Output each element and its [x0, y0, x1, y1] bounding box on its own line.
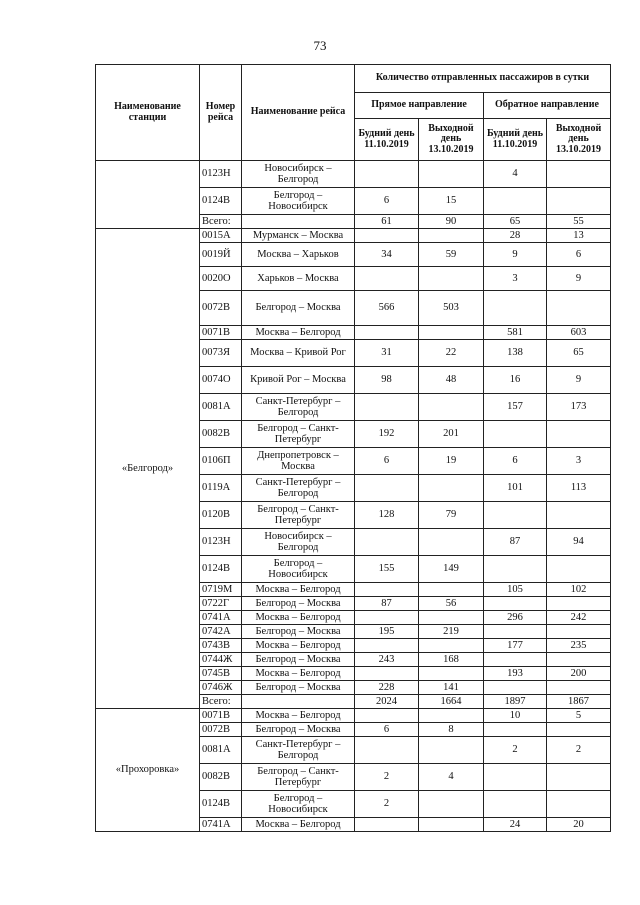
direct-weekend-count [419, 475, 484, 502]
reverse-weekend-count [547, 791, 611, 818]
reverse-weekday-count: 3 [484, 267, 547, 291]
flight-name: Белгород – Москва [242, 625, 355, 639]
reverse-weekday-count: 28 [484, 229, 547, 243]
reverse-weekday-count: 1897 [484, 695, 547, 709]
flight-number: 0071В [200, 326, 242, 340]
direct-weekday-count [355, 267, 419, 291]
reverse-weekend-count: 9 [547, 367, 611, 394]
reverse-weekday-count: 105 [484, 583, 547, 597]
direct-weekend-count: 168 [419, 653, 484, 667]
direct-weekend-count: 4 [419, 764, 484, 791]
flight-name: Новосибирск – Белгород [242, 529, 355, 556]
flight-number: 0123Н [200, 529, 242, 556]
direct-weekend-count [419, 161, 484, 188]
direct-weekend-count: 8 [419, 723, 484, 737]
flight-name: Белгород – Санкт-Петербург [242, 502, 355, 529]
flight-name: Белгород – Москва [242, 597, 355, 611]
flight-name: Белгород – Москва [242, 291, 355, 326]
flight-name: Санкт-Петербург – Белгород [242, 394, 355, 421]
direct-weekday-count: 2024 [355, 695, 419, 709]
passenger-count-header: Количество отправленных пассажиров в сутки [355, 65, 611, 93]
flight-number: 0073Я [200, 340, 242, 367]
passenger-table [95, 64, 611, 832]
reverse-weekend-count [547, 764, 611, 791]
reverse-weekend-count [547, 653, 611, 667]
reverse-weekday-count: 16 [484, 367, 547, 394]
reverse-weekday-count: 296 [484, 611, 547, 625]
flight-name: Москва – Белгород [242, 611, 355, 625]
direct-weekday-count [355, 394, 419, 421]
direct-weekday-count: 2 [355, 791, 419, 818]
direct-weekday-count [355, 326, 419, 340]
reverse-weekday-count: 6 [484, 448, 547, 475]
direct-weekend-count [419, 326, 484, 340]
direct-weekend-count: 219 [419, 625, 484, 639]
reverse-weekday-count: 10 [484, 709, 547, 723]
reverse-weekday-header: Будний день 11.10.2019 [484, 119, 547, 161]
flight-number: 0119А [200, 475, 242, 502]
station-name: «Прохоровка» [96, 709, 200, 832]
direct-weekend-count [419, 639, 484, 653]
reverse-weekday-count: 24 [484, 818, 547, 832]
flight-name: Белгород – Санкт-Петербург [242, 421, 355, 448]
flight-number: 0742А [200, 625, 242, 639]
reverse-weekday-count [484, 421, 547, 448]
flight-number: Всего: [200, 215, 242, 229]
direct-weekend-count [419, 818, 484, 832]
direct-weekday-count [355, 667, 419, 681]
reverse-weekday-count [484, 653, 547, 667]
reverse-weekend-count: 200 [547, 667, 611, 681]
direct-weekday-count: 6 [355, 723, 419, 737]
flight-name: Белгород – Санкт-Петербург [242, 764, 355, 791]
reverse-weekday-count: 581 [484, 326, 547, 340]
flight-name: Москва – Белгород [242, 583, 355, 597]
direct-weekday-header: Будний день 11.10.2019 [355, 119, 419, 161]
flight-number: 0722Г [200, 597, 242, 611]
reverse-weekend-count: 102 [547, 583, 611, 597]
direct-weekend-count [419, 667, 484, 681]
flight-number: 0082В [200, 421, 242, 448]
reverse-weekend-count [547, 723, 611, 737]
flight-number: 0020О [200, 267, 242, 291]
flight-number: 0072В [200, 291, 242, 326]
flight-name: Белгород – Москва [242, 653, 355, 667]
direct-weekday-count: 128 [355, 502, 419, 529]
reverse-weekend-count: 20 [547, 818, 611, 832]
flight-number: 0746Ж [200, 681, 242, 695]
flight-name: Москва – Белгород [242, 818, 355, 832]
reverse-weekend-count: 3 [547, 448, 611, 475]
flight-name: Новосибирск – Белгород [242, 161, 355, 188]
table-body [96, 161, 611, 832]
direct-weekend-count [419, 791, 484, 818]
direct-weekday-count: 31 [355, 340, 419, 367]
direct-weekend-count: 1664 [419, 695, 484, 709]
direct-weekday-count [355, 229, 419, 243]
direct-weekend-count: 503 [419, 291, 484, 326]
direct-weekend-count: 201 [419, 421, 484, 448]
flight-name: Москва – Кривой Рог [242, 340, 355, 367]
page-number: 73 [313, 38, 327, 53]
direct-weekend-count: 22 [419, 340, 484, 367]
direct-weekday-count [355, 611, 419, 625]
reverse-weekend-header: Выходной день 13.10.2019 [547, 119, 611, 161]
direct-weekday-count: 228 [355, 681, 419, 695]
flight-name: Москва – Белгород [242, 326, 355, 340]
direct-weekday-count [355, 709, 419, 723]
reverse-weekend-count [547, 161, 611, 188]
direct-weekend-count [419, 583, 484, 597]
flight-number: 0072В [200, 723, 242, 737]
flight-number: 0071В [200, 709, 242, 723]
direct-weekend-count [419, 611, 484, 625]
reverse-weekend-count [547, 556, 611, 583]
flight-number: 0081А [200, 394, 242, 421]
flight-name: Днепропетровск – Москва [242, 448, 355, 475]
flight-name: Белгород – Новосибирск [242, 791, 355, 818]
reverse-weekend-count: 6 [547, 243, 611, 267]
reverse-weekday-count: 193 [484, 667, 547, 681]
direct-weekday-count: 61 [355, 215, 419, 229]
reverse-weekday-count [484, 502, 547, 529]
reverse-weekend-count [547, 421, 611, 448]
reverse-weekday-count [484, 764, 547, 791]
direct-weekend-count: 48 [419, 367, 484, 394]
direct-weekend-count [419, 737, 484, 764]
direct-weekday-count: 87 [355, 597, 419, 611]
reverse-weekday-count: 157 [484, 394, 547, 421]
reverse-weekend-count [547, 597, 611, 611]
reverse-weekday-count [484, 625, 547, 639]
direct-weekday-count [355, 737, 419, 764]
flight-name: Белгород – Москва [242, 681, 355, 695]
direct-weekday-count: 2 [355, 764, 419, 791]
reverse-weekday-count [484, 597, 547, 611]
reverse-weekend-count [547, 188, 611, 215]
flight-number: 0019Й [200, 243, 242, 267]
reverse-weekday-count: 4 [484, 161, 547, 188]
direct-direction-header: Прямое направление [355, 93, 484, 119]
direct-weekday-count [355, 161, 419, 188]
direct-weekday-count [355, 583, 419, 597]
direct-weekday-count: 155 [355, 556, 419, 583]
direct-weekday-count: 98 [355, 367, 419, 394]
flight-number: 0741А [200, 611, 242, 625]
reverse-weekday-count [484, 556, 547, 583]
reverse-weekday-count: 2 [484, 737, 547, 764]
direct-weekend-count: 56 [419, 597, 484, 611]
reverse-weekend-count: 173 [547, 394, 611, 421]
reverse-weekday-count: 177 [484, 639, 547, 653]
reverse-weekend-count: 235 [547, 639, 611, 653]
reverse-weekend-count: 113 [547, 475, 611, 502]
flight-name: Санкт-Петербург – Белгород [242, 475, 355, 502]
flight-name: Харьков – Москва [242, 267, 355, 291]
flight-name: Москва – Харьков [242, 243, 355, 267]
direct-weekday-count [355, 639, 419, 653]
flight-number: 0743В [200, 639, 242, 653]
direct-weekday-count: 34 [355, 243, 419, 267]
table-row [96, 709, 611, 723]
reverse-weekend-count [547, 625, 611, 639]
reverse-weekend-count: 603 [547, 326, 611, 340]
reverse-weekend-count [547, 502, 611, 529]
reverse-weekend-count [547, 681, 611, 695]
direct-weekend-count [419, 394, 484, 421]
reverse-weekend-count: 2 [547, 737, 611, 764]
direct-weekend-count: 90 [419, 215, 484, 229]
direct-weekend-count [419, 709, 484, 723]
flight-number: 0081А [200, 737, 242, 764]
flight-name: Москва – Белгород [242, 667, 355, 681]
flight-name: Белгород – Новосибирск [242, 188, 355, 215]
reverse-direction-header: Обратное направление [484, 93, 611, 119]
direct-weekend-count [419, 529, 484, 556]
direct-weekend-count: 59 [419, 243, 484, 267]
flight-name: Белгород – Москва [242, 723, 355, 737]
reverse-weekday-count: 9 [484, 243, 547, 267]
reverse-weekend-count: 242 [547, 611, 611, 625]
table-row [96, 161, 611, 188]
flight-number: 0744Ж [200, 653, 242, 667]
reverse-weekend-count: 94 [547, 529, 611, 556]
reverse-weekday-count [484, 723, 547, 737]
reverse-weekend-count: 9 [547, 267, 611, 291]
reverse-weekend-count [547, 291, 611, 326]
direct-weekend-count: 149 [419, 556, 484, 583]
reverse-weekend-count: 1867 [547, 695, 611, 709]
reverse-weekday-count [484, 681, 547, 695]
flight-name: Мурманск – Москва [242, 229, 355, 243]
flight-name: Санкт-Петербург – Белгород [242, 737, 355, 764]
direct-weekend-count: 141 [419, 681, 484, 695]
flight-number: 0120В [200, 502, 242, 529]
direct-weekday-count [355, 475, 419, 502]
flight-number: 0124В [200, 791, 242, 818]
reverse-weekend-count: 65 [547, 340, 611, 367]
reverse-weekend-count: 13 [547, 229, 611, 243]
direct-weekend-header: Выходной день 13.10.2019 [419, 119, 484, 161]
reverse-weekday-count [484, 188, 547, 215]
reverse-weekday-count: 65 [484, 215, 547, 229]
flight-number: 0719М [200, 583, 242, 597]
station-name [96, 161, 200, 229]
reverse-weekday-count: 101 [484, 475, 547, 502]
station-column-header: Наименование станции [96, 65, 200, 161]
direct-weekend-count: 19 [419, 448, 484, 475]
direct-weekday-count [355, 818, 419, 832]
direct-weekend-count: 79 [419, 502, 484, 529]
station-name: «Белгород» [96, 229, 200, 709]
flight-number: 0124В [200, 188, 242, 215]
direct-weekend-count [419, 229, 484, 243]
flight-number: 0015А [200, 229, 242, 243]
direct-weekend-count [419, 267, 484, 291]
flight-name: Кривой Рог – Москва [242, 367, 355, 394]
reverse-weekday-count: 138 [484, 340, 547, 367]
flight-name: Москва – Белгород [242, 709, 355, 723]
direct-weekday-count [355, 529, 419, 556]
flight-name-column-header: Наименование рейса [242, 65, 355, 161]
flight-name: Москва – Белгород [242, 639, 355, 653]
flight-number: 0106П [200, 448, 242, 475]
direct-weekday-count: 6 [355, 188, 419, 215]
flight-name: Белгород – Новосибирск [242, 556, 355, 583]
table-row [96, 229, 611, 243]
flight-name [242, 215, 355, 229]
direct-weekday-count: 195 [355, 625, 419, 639]
direct-weekday-count: 243 [355, 653, 419, 667]
flight-number: 0123Н [200, 161, 242, 188]
direct-weekday-count: 6 [355, 448, 419, 475]
direct-weekday-count: 566 [355, 291, 419, 326]
flight-number-column-header: Номер рейса [200, 65, 242, 161]
reverse-weekend-count: 5 [547, 709, 611, 723]
flight-number: 0082В [200, 764, 242, 791]
reverse-weekend-count: 55 [547, 215, 611, 229]
reverse-weekday-count: 87 [484, 529, 547, 556]
flight-number: 0074О [200, 367, 242, 394]
reverse-weekday-count [484, 291, 547, 326]
reverse-weekday-count [484, 791, 547, 818]
direct-weekend-count: 15 [419, 188, 484, 215]
flight-number: Всего: [200, 695, 242, 709]
direct-weekday-count: 192 [355, 421, 419, 448]
flight-number: 0741А [200, 818, 242, 832]
flight-number: 0124В [200, 556, 242, 583]
flight-name [242, 695, 355, 709]
flight-number: 0745В [200, 667, 242, 681]
